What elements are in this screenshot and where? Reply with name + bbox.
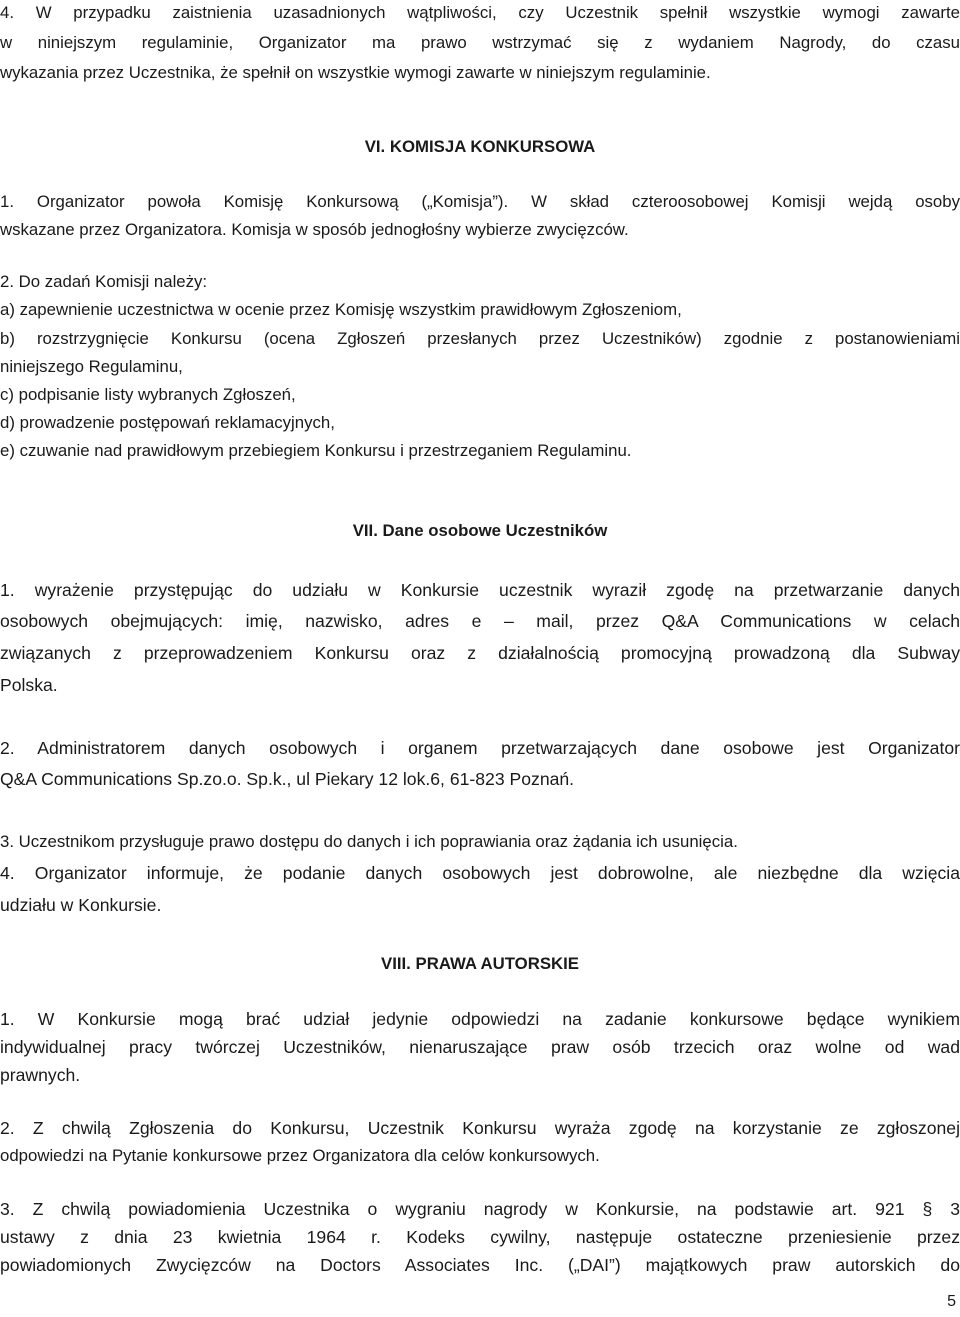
s7-p4-line-1: 4. Organizator informuje, że podanie danych osobowych jest dobrowolne, ale niezbędne dla wzięcia <box>0 863 960 883</box>
s8-p1-line-1: 1. W Konkursie mogą brać udział jedynie odpowiedzi na zadanie konkursowe będące wynikiem <box>0 1009 960 1029</box>
s6-p2-line-6: d) prowadzenie postępowań reklamacyjnych, <box>0 413 335 432</box>
s8-p3-line-1: 3. Z chwilą powiadomienia Uczestnika o wygraniu nagrody w Konkursie, na podstawie art. 921 § 3 <box>0 1199 960 1219</box>
s7-p1-line-3: związanych z przeprowadzeniem Konkursu oraz z działalnością promocyjną prowadzoną dla Subway <box>0 643 960 663</box>
s7-p2-line-2: Q&A Communications Sp.zo.o. Sp.k., ul Piekary 12 lok.6, 61-823 Poznań. <box>0 769 575 789</box>
s8-p1-line-3: prawnych. <box>0 1065 81 1085</box>
s6-p1-line-2: wskazane przez Organizatora. Komisja w sposób jednogłośny wybierze zwycięzców. <box>0 220 629 239</box>
s7-p1-line-2: osobowych obejmujących: imię, nazwisko, adres e – mail, przez Q&A Communications w celach <box>0 611 960 631</box>
s8-p2-line-2: odpowiedzi na Pytanie konkursowe przez Organizatora dla celów konkursowych. <box>0 1146 600 1165</box>
s8-p3-line-3: powiadomionych Zwycięzców na Doctors Associates Inc. („DAI”) majątkowych praw autorskich do <box>0 1255 960 1275</box>
section-heading-vi: VI. KOMISJA KONKURSOWA <box>364 137 596 156</box>
s6-p1-line-1: 1. Organizator powoła Komisję Konkursową („Komisja”). W skład czteroosobowej Komisji wejdą osoby <box>0 192 960 211</box>
s6-p2-line-3: b) rozstrzygnięcie Konkursu (ocena Zgłoszeń przesłanych przez Uczestników) zgodnie z postanowieniami <box>0 329 960 348</box>
s7-p1-line-4: Polska. <box>0 675 58 695</box>
page-number: 5 <box>947 1293 956 1310</box>
s4-line-3: wykazania przez Uczestnika, że spełnił on wszystkie wymogi zawarte w niniejszym regulaminie. <box>0 63 711 82</box>
section-heading-vii: VII. Dane osobowe Uczestników <box>352 521 608 540</box>
s4-line-2: w niniejszym regulaminie, Organizator ma prawo wstrzymać się z wydaniem Nagrody, do czasu <box>0 33 960 52</box>
s6-p2-line-4: niniejszego Regulaminu, <box>0 357 183 376</box>
s6-p2-line-2: a) zapewnienie uczestnictwa w ocenie przez Komisję wszystkim prawidłowym Zgłoszeniom, <box>0 300 682 319</box>
s8-p1-line-2: indywidualnej pracy twórczej Uczestników, nienaruszające praw osób trzecich oraz wolne od wad <box>0 1037 960 1057</box>
s6-p2-line-5: c) podpisanie listy wybranych Zgłoszeń, <box>0 385 296 404</box>
s6-p2-line-1: 2. Do zadań Komisji należy: <box>0 272 208 291</box>
s4-line-1: 4. W przypadku zaistnienia uzasadnionych wątpliwości, czy Uczestnik spełnił wszystkie wymogi zawarte <box>0 3 960 22</box>
s7-p1-line-1: 1. wyrażenie przystępując do udziału w Konkursie uczestnik wyraził zgodę na przetwarzanie danych <box>0 580 960 600</box>
s8-p2-line-1: 2. Z chwilą Zgłoszenia do Konkursu, Uczestnik Konkursu wyraża zgodę na korzystanie ze zgłoszonej <box>0 1118 960 1138</box>
s7-p3: 3. Uczestnikom przysługuje prawo dostępu do danych i ich poprawiania oraz żądania ich usunięcia. <box>0 832 738 851</box>
s7-p4-line-2: udziału w Konkursie. <box>0 895 162 915</box>
s8-p3-line-2: ustawy z dnia 23 kwietnia 1964 r. Kodeks cywilny, następuje ostateczne przeniesienie przez <box>0 1227 960 1247</box>
s7-p2-line-1: 2. Administratorem danych osobowych i organem przetwarzających dane osobowe jest Organizator <box>0 738 960 758</box>
s6-p2-line-7: e) czuwanie nad prawidłowym przebiegiem Konkursu i przestrzeganiem Regulaminu. <box>0 441 632 460</box>
section-heading-viii: VIII. PRAWA AUTORSKIE <box>381 954 579 973</box>
